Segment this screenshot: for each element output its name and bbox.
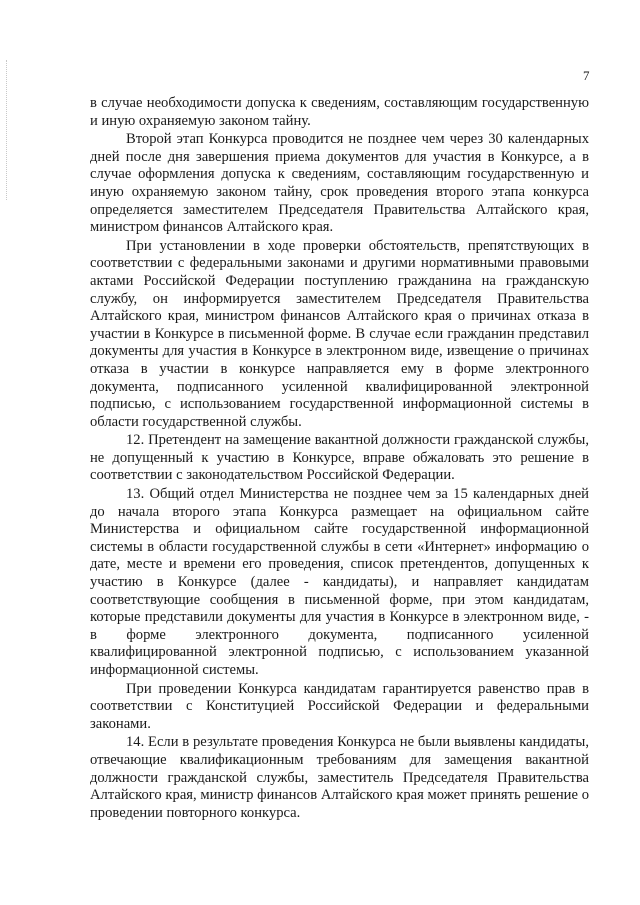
paragraph-equality: При проведении Конкурса кандидатам гарантируется равенство прав в соответствии с Конституцией Российской Федерации и федеральными законами. xyxy=(90,680,589,732)
paragraph-continuation: в случае необходимости допуска к сведениям, составляющим государственную и иную охраняемую законом тайну. xyxy=(90,95,589,129)
paragraph-item-12: 12. Претендент на замещение вакантной должности гражданской службы, не допущенный к участию в Конкурсе, вправе обжаловать это решение в соответствии с законодательством Российской Федерации. xyxy=(90,432,589,484)
paragraph-item-13: 13. Общий отдел Министерства не позднее чем за 15 календарных дней до начала второго этапа Конкурса размещает на официальном сайте Министерства и официальном сайте государственной информационной системы в области государственной службы в сети «Интернет» информацию о дате, месте и времени его проведения, список претендентов, допущенных к участию в Конкурсе (далее - кандидаты), и направляет кандидатам соответствующие сообщения в письменной форме, при этом кандидатам, которые представили документы для участия в Конкурсе в электронном виде, - в форме электронного документа, подписанного усиленной квалифицированной электронной подписью, с использованием указанной информационной системы. xyxy=(90,486,589,678)
document-body xyxy=(90,95,589,822)
paragraph-refusal-circumstances: При установлении в ходе проверки обстоятельств, препятствующих в соответствии с федеральными законами и другими нормативными правовыми актами Российской Федерации поступлению гражданина на гражданскую службу, он информируется заместителем Председателя Правительства Алтайского края, министром финансов Алтайского края о причинах отказа в участии в Конкурсе в письменной форме. В случае если гражданин представил документы для участия в Конкурсе в электронном виде, извещение о причинах отказа в участии в конкурсе направляется ему в форме электронного документа, подписанного усиленной квалифицированной электронной подписью, с использованием государственной информационной системы в области государственной службы. xyxy=(90,237,589,430)
page-number: 7 xyxy=(583,68,590,83)
paragraph-item-14: 14. Если в результате проведения Конкурса не были выявлены кандидаты, отвечающие квалификационным требованиям для замещения вакантной должности гражданской службы, заместитель Председателя Правительства Алтайского края, министр финансов Алтайского края может принять решение о проведении повторного конкурса. xyxy=(90,734,589,821)
scan-margin-mark xyxy=(6,60,9,200)
paragraph-second-stage: Второй этап Конкурса проводится не позднее чем через 30 календарных дней после дня завершения приема документов для участия в Конкурсе, а в случае оформления допуска к сведениям, составляющим государственную и иную охраняемую законом тайну, срок проведения второго этапа конкурса определяется заместителем Председателя Правительства Алтайского края, министром финансов Алтайского края. xyxy=(90,131,589,236)
